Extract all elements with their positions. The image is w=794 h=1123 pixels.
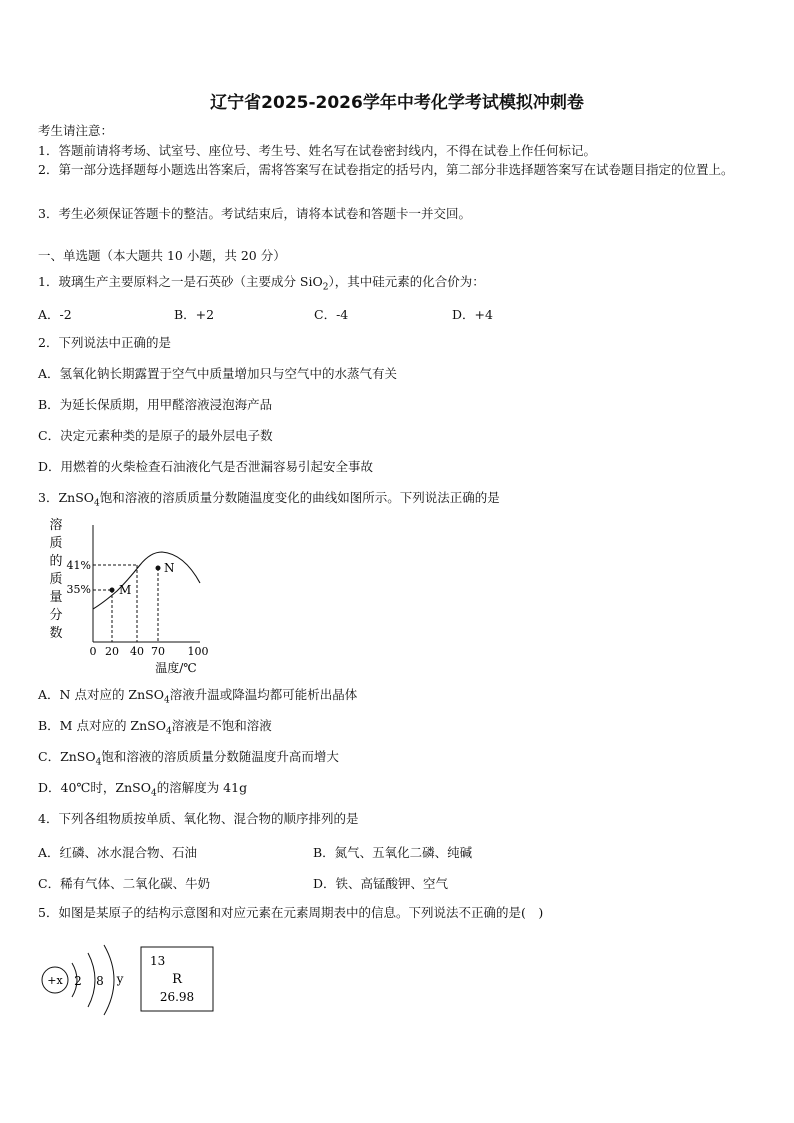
q1-option-c: C．-4 [314,307,349,322]
ylabel-char: 数 [49,626,63,641]
ylabel-char: 质 [49,536,63,551]
notice-heading: 考生请注意： [38,123,114,138]
element-symbol: R [172,972,182,987]
notice-item-3: 3．考生必须保证答题卡的整洁。考试结束后，请将本试卷和答题卡一并交回。 [38,206,471,221]
element-number: 13 [150,954,166,968]
ylabel-chars [49,517,62,641]
q4-stem: 4．下列各组物质按单质、氧化物、混合物的顺序排列的是 [38,811,359,826]
x-axis-label: 温度/℃ [155,661,197,675]
xtick-0: 0 [89,645,97,658]
q3-option-d: D．40℃时，ZnSO$_4$的溶解度为 41g [38,780,248,799]
q4-option-c: C．稀有气体、二氧化碳、牛奶 [38,876,211,891]
q3-stem: 3．ZnSO$_4$饱和溶液的溶质质量分数随温度变化的曲线如图所示。下列说法正确的是 [38,490,500,509]
q2-option-d: D．用燃着的火柴检查石油液化气是否泄漏容易引起安全事故 [38,459,374,474]
xtick-20: 20 [105,645,119,658]
ylabel-char: 量 [49,590,63,605]
ylabel-char: 质 [49,572,63,587]
notice-item-1: 1．答题前请将考场、试室号、座位号、考生号、姓名写在试卷密封线内，不得在试卷上作任何标记。 [38,143,596,158]
label-n: N [164,561,175,575]
shell-1-count: 2 [74,974,82,988]
q2-option-b: B．为延长保质期，用甲醛溶液浸泡海产品 [38,397,273,412]
xtick-40: 40 [130,645,144,658]
solubility-curve [93,552,200,609]
page-title: 辽宁省2025-2026学年中考化学考试模拟冲刺卷 [210,93,584,113]
q1-stem: 1．玻璃生产主要原料之一是石英砂（主要成分 SiO$_2$），其中硅元素的化合价为： [38,274,485,293]
notice-item-2: 2．第一部分选择题每小题选出答案后，需将答案写在试卷指定的括号内，第二部分非选择题答案写在试卷题目指定的位置上。 [38,162,734,177]
q5-stem: 5．如图是某原子的结构示意图和对应元素在元素周期表中的信息。下列说法不正确的是( ) [38,905,544,920]
atom-structure-diagram [38,935,228,1025]
q1-option-a: A．-2 [38,307,72,322]
q1-option-b: B．+2 [174,307,215,322]
ytick-41: 41% [66,559,91,572]
nucleus-charge: +x [47,974,63,987]
shell-3-arc [104,945,114,1015]
q3-option-b: B．M 点对应的 ZnSO$_4$溶液是不饱和溶液 [38,718,272,737]
shell-3-count: y [116,972,124,986]
q4-option-b: B．氮气、五氧化二磷、纯碱 [313,845,473,860]
q4-option-a: A．红磷、冰水混合物、石油 [38,845,198,860]
ylabel-char: 分 [49,608,63,623]
point-m [110,588,115,593]
element-mass: 26.98 [159,990,195,1004]
point-n [156,566,161,571]
label-m: M [119,583,132,597]
q3-option-a: A．N 点对应的 ZnSO$_4$溶液升温或降温均都可能析出晶体 [38,687,358,706]
solubility-chart [40,515,240,680]
q2-option-c: C．决定元素种类的是原子的最外层电子数 [38,428,273,443]
ylabel-char: 溶 [49,518,63,533]
xtick-100: 100 [187,645,209,658]
q2-option-a: A．氢氧化钠长期露置于空气中质量增加只与空气中的水蒸气有关 [38,366,398,381]
ytick-35: 35% [66,583,91,596]
q2-stem: 2．下列说法中正确的是 [38,335,171,350]
q1-option-d: D．+4 [452,307,493,322]
section-heading: 一、单选题（本大题共 10 小题，共 20 分） [38,248,286,263]
xtick-70: 70 [151,645,165,658]
ylabel-char: 的 [49,554,63,569]
shell-2-count: 8 [96,974,104,988]
shell-2-arc [88,953,95,1007]
q4-option-d: D．铁、高锰酸钾、空气 [313,876,449,891]
q3-option-c: C．ZnSO$_4$饱和溶液的溶质质量分数随温度升高而增大 [38,749,339,768]
